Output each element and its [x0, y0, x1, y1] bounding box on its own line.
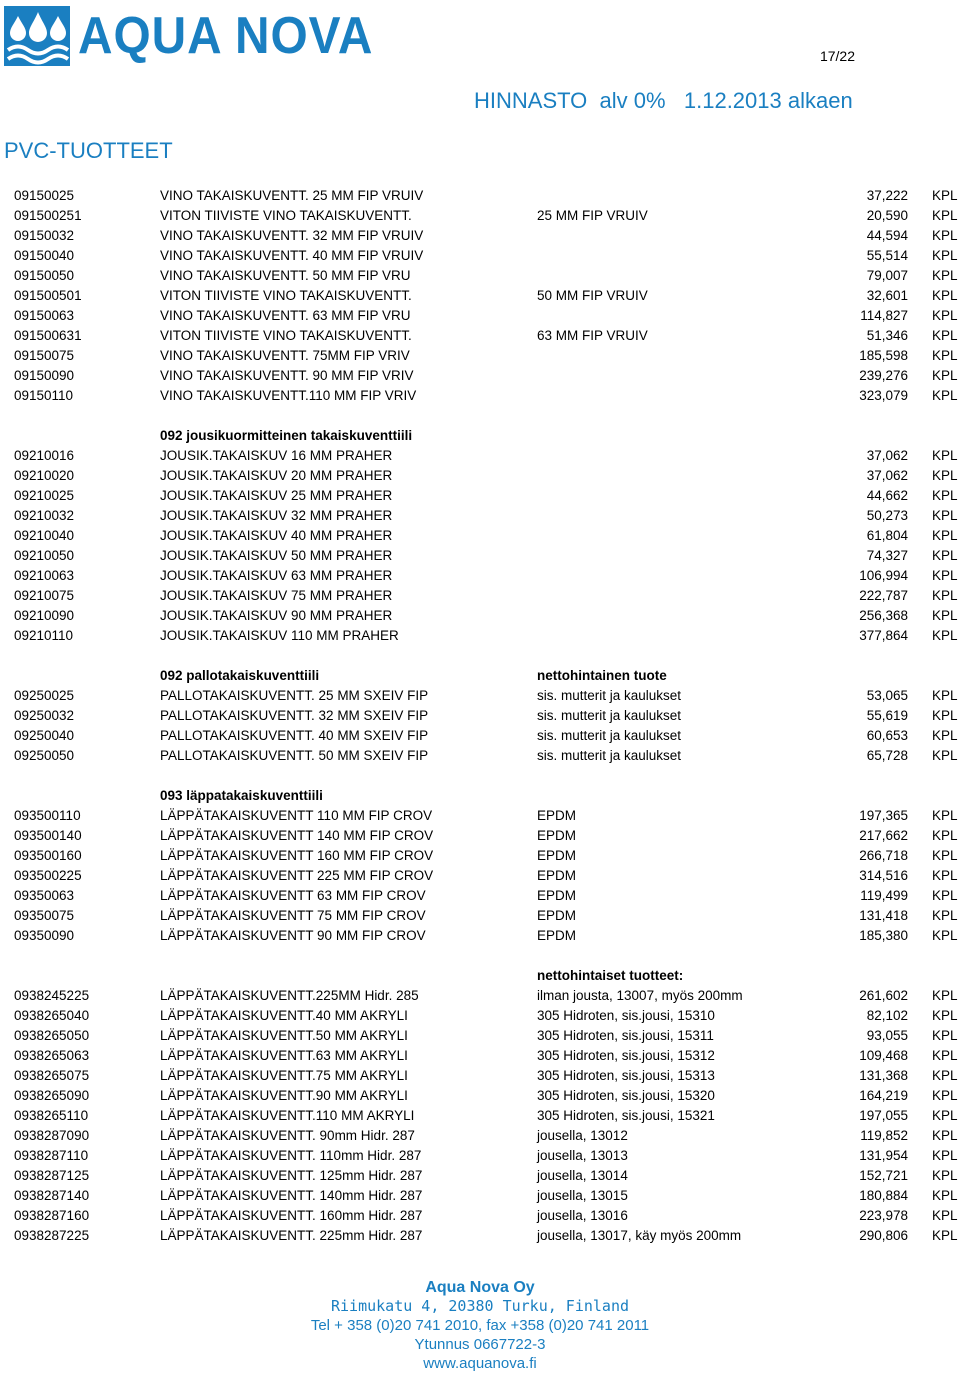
product-note: EPDM — [537, 868, 577, 883]
product-unit: KPL — [932, 928, 958, 943]
product-price: 314,516 — [859, 868, 908, 883]
product-price: 131,418 — [859, 908, 908, 923]
product-description: VITON TIIVISTE VINO TAKAISKUVENTT. — [160, 288, 412, 303]
product-unit: KPL — [932, 1108, 958, 1123]
table-row — [0, 1026, 960, 1046]
product-note: jousella, 13017, käy myös 200mm — [537, 1228, 742, 1243]
product-code: 09210025 — [14, 488, 75, 503]
product-code: 09150063 — [14, 308, 75, 323]
product-description: PALLOTAKAISKUVENTT. 32 MM SXEIV FIP — [160, 708, 429, 723]
product-unit: KPL — [932, 708, 958, 723]
product-note: ilman jousta, 13007, myös 200mm — [537, 988, 743, 1003]
footer-company: Aqua Nova Oy — [425, 1279, 535, 1296]
product-code: 093500110 — [14, 808, 81, 823]
product-price: 261,602 — [859, 988, 908, 1003]
product-description: VINO TAKAISKUVENTT. 50 MM FIP VRU — [160, 268, 411, 283]
section-header-row — [0, 786, 960, 806]
product-unit: KPL — [932, 388, 958, 403]
product-unit: KPL — [932, 828, 958, 843]
product-unit: KPL — [932, 448, 958, 463]
table-row — [0, 246, 960, 266]
product-price: 37,062 — [866, 448, 908, 463]
product-code: 093500140 — [14, 828, 82, 843]
product-description: JOUSIK.TAKAISKUV 16 MM PRAHER — [160, 448, 393, 463]
product-description: LÄPPÄTAKAISKUVENTT. 125mm Hidr. 287 — [160, 1168, 423, 1183]
product-code: 09350090 — [14, 928, 75, 943]
product-unit: KPL — [932, 1188, 958, 1203]
product-description: LÄPPÄTAKAISKUVENTT.110 MM AKRYLI — [160, 1108, 415, 1123]
product-code: 0938287125 — [14, 1168, 90, 1183]
table-row — [0, 586, 960, 606]
product-unit: KPL — [932, 848, 958, 863]
product-code: 09250025 — [14, 688, 75, 703]
product-price: 37,222 — [866, 188, 908, 203]
product-description: LÄPPÄTAKAISKUVENTT 225 MM FIP CROV — [160, 868, 434, 883]
section-header-row — [0, 966, 960, 986]
product-code: 0938287160 — [14, 1208, 90, 1223]
product-note: jousella, 13015 — [537, 1188, 628, 1203]
product-note: jousella, 13013 — [537, 1148, 628, 1163]
product-description: LÄPPÄTAKAISKUVENTT 75 MM FIP CROV — [160, 908, 426, 923]
product-note: 305 Hidroten, sis.jousi, 15310 — [537, 1008, 715, 1023]
product-unit: KPL — [932, 368, 958, 383]
table-row — [0, 206, 960, 226]
product-price: 55,619 — [866, 708, 908, 723]
product-price: 119,852 — [860, 1128, 908, 1143]
product-code: 0938265063 — [14, 1048, 90, 1063]
table-row — [0, 1146, 960, 1166]
product-code: 0938265050 — [14, 1028, 90, 1043]
table-row — [0, 386, 960, 406]
product-description: LÄPPÄTAKAISKUVENTT.90 MM AKRYLI — [160, 1088, 408, 1103]
product-unit: KPL — [932, 188, 958, 203]
product-unit: KPL — [932, 688, 958, 703]
product-code: 09150040 — [14, 248, 75, 263]
product-unit: KPL — [932, 248, 958, 263]
product-code: 09210040 — [14, 528, 75, 543]
product-unit: KPL — [932, 548, 958, 563]
table-row — [0, 506, 960, 526]
product-note: 50 MM FIP VRUIV — [537, 288, 648, 303]
product-description: PALLOTAKAISKUVENTT. 25 MM SXEIV FIP — [160, 688, 429, 703]
product-price: 109,468 — [859, 1048, 908, 1063]
product-price: 131,954 — [859, 1148, 908, 1163]
product-code: 0938287110 — [14, 1148, 89, 1163]
product-code: 0938265090 — [14, 1088, 90, 1103]
product-unit: KPL — [932, 1008, 958, 1023]
product-price: 185,598 — [859, 348, 908, 363]
table-row — [0, 986, 960, 1006]
product-price: 197,055 — [859, 1108, 908, 1123]
product-unit: KPL — [932, 888, 958, 903]
product-unit: KPL — [932, 1068, 958, 1083]
product-price: 217,662 — [859, 828, 908, 843]
product-price: 266,718 — [859, 848, 908, 863]
product-unit: KPL — [932, 1088, 958, 1103]
product-code: 09150025 — [14, 188, 75, 203]
product-description: LÄPPÄTAKAISKUVENTT.40 MM AKRYLI — [160, 1008, 408, 1023]
section-header-label: 093 läppatakaiskuventtiili — [160, 788, 323, 803]
table-row — [0, 566, 960, 586]
product-unit: KPL — [932, 308, 958, 323]
product-description: JOUSIK.TAKAISKUV 50 MM PRAHER — [160, 548, 393, 563]
product-unit: KPL — [932, 988, 958, 1003]
product-price: 152,721 — [859, 1168, 908, 1183]
product-description: LÄPPÄTAKAISKUVENTT. 140mm Hidr. 287 — [160, 1188, 423, 1203]
row-spacer — [0, 406, 960, 426]
product-description: JOUSIK.TAKAISKUV 32 MM PRAHER — [160, 508, 393, 523]
product-price: 93,055 — [866, 1028, 908, 1043]
product-price: 114,827 — [860, 308, 908, 323]
table-row — [0, 1166, 960, 1186]
product-unit: KPL — [932, 908, 958, 923]
product-description: LÄPPÄTAKAISKUVENTT 90 MM FIP CROV — [160, 928, 426, 943]
table-row — [0, 526, 960, 546]
product-code: 09150032 — [14, 228, 75, 243]
product-price: 79,007 — [866, 268, 908, 283]
product-note: jousella, 13012 — [537, 1128, 628, 1143]
product-price: 164,219 — [859, 1088, 908, 1103]
table-row — [0, 626, 960, 646]
product-price: 106,994 — [859, 568, 908, 583]
product-code: 09210063 — [14, 568, 75, 583]
product-code: 09210050 — [14, 548, 75, 563]
table-row — [0, 346, 960, 366]
product-price: 256,368 — [859, 608, 908, 623]
product-code: 093500225 — [14, 868, 82, 883]
product-note: sis. mutterit ja kaulukset — [537, 728, 682, 743]
product-description: JOUSIK.TAKAISKUV 25 MM PRAHER — [160, 488, 393, 503]
table-row — [0, 546, 960, 566]
table-row — [0, 846, 960, 866]
product-description: VINO TAKAISKUVENTT. 90 MM FIP VRIV — [160, 368, 414, 383]
product-description: VITON TIIVISTE VINO TAKAISKUVENTT. — [160, 208, 412, 223]
product-unit: KPL — [932, 1208, 958, 1223]
table-row — [0, 1106, 960, 1126]
table-row — [0, 326, 960, 346]
product-note: 305 Hidroten, sis.jousi, 15313 — [537, 1068, 715, 1083]
product-price: 44,594 — [866, 228, 908, 243]
table-row — [0, 1006, 960, 1026]
product-code: 091500251 — [14, 208, 82, 223]
product-note: EPDM — [537, 808, 577, 823]
section-title: PVC-TUOTTEET — [4, 138, 173, 163]
product-note: EPDM — [537, 908, 577, 923]
product-description: VINO TAKAISKUVENTT.110 MM FIP VRIV — [160, 388, 417, 403]
product-unit: KPL — [932, 1048, 958, 1063]
section-header-label: 092 pallotakaiskuventtiili — [160, 668, 320, 683]
section-header-note: nettohintaiset tuotteet: — [537, 968, 684, 983]
product-description: LÄPPÄTAKAISKUVENTT. 225mm Hidr. 287 — [160, 1228, 423, 1243]
product-code: 09210110 — [14, 628, 74, 643]
table-row — [0, 186, 960, 206]
product-code: 091500631 — [14, 328, 82, 343]
product-description: JOUSIK.TAKAISKUV 75 MM PRAHER — [160, 588, 393, 603]
product-description: LÄPPÄTAKAISKUVENTT. 160mm Hidr. 287 — [160, 1208, 423, 1223]
product-price: 32,601 — [866, 288, 908, 303]
table-row — [0, 306, 960, 326]
product-unit: KPL — [932, 508, 958, 523]
table-row — [0, 446, 960, 466]
product-price: 53,065 — [866, 688, 908, 703]
product-unit: KPL — [932, 228, 958, 243]
product-code: 0938287090 — [14, 1128, 90, 1143]
product-note: EPDM — [537, 928, 577, 943]
footer-business-id: Ytunnus 0667722-3 — [414, 1336, 546, 1353]
product-note: jousella, 13016 — [537, 1208, 628, 1223]
product-price: 82,102 — [866, 1008, 908, 1023]
product-unit: KPL — [932, 1168, 958, 1183]
product-price: 290,806 — [859, 1228, 908, 1243]
product-code: 09350075 — [14, 908, 75, 923]
product-code: 09210090 — [14, 608, 75, 623]
document-title: HINNASTO alv 0% 1.12.2013 alkaen — [474, 88, 853, 113]
table-row — [0, 1086, 960, 1106]
product-description: LÄPPÄTAKAISKUVENTT 63 MM FIP CROV — [160, 888, 426, 903]
product-code: 0938265075 — [14, 1068, 90, 1083]
product-description: VINO TAKAISKUVENTT. 32 MM FIP VRUIV — [160, 228, 424, 243]
product-code: 09250040 — [14, 728, 75, 743]
table-row — [0, 926, 960, 946]
table-row — [0, 1226, 960, 1246]
product-description: LÄPPÄTAKAISKUVENTT.63 MM AKRYLI — [160, 1048, 408, 1063]
product-price: 37,062 — [866, 468, 908, 483]
product-unit: KPL — [932, 608, 958, 623]
product-note: 305 Hidroten, sis.jousi, 15320 — [537, 1088, 715, 1103]
section-header-row — [0, 666, 960, 686]
product-unit: KPL — [932, 268, 958, 283]
product-price: 222,787 — [859, 588, 908, 603]
product-note: sis. mutterit ja kaulukset — [537, 708, 682, 723]
product-code: 09210075 — [14, 588, 75, 603]
product-code: 0938287225 — [14, 1228, 90, 1243]
product-code: 09210020 — [14, 468, 75, 483]
footer-website: www.aquanova.fi — [423, 1355, 537, 1372]
product-note: 305 Hidroten, sis.jousi, 15312 — [537, 1048, 715, 1063]
product-note: jousella, 13014 — [537, 1168, 628, 1183]
product-description: JOUSIK.TAKAISKUV 90 MM PRAHER — [160, 608, 393, 623]
product-unit: KPL — [932, 728, 958, 743]
product-description: JOUSIK.TAKAISKUV 63 MM PRAHER — [160, 568, 393, 583]
product-description: LÄPPÄTAKAISKUVENTT.50 MM AKRYLI — [160, 1028, 408, 1043]
product-code: 0938265040 — [14, 1008, 90, 1023]
product-code: 09210032 — [14, 508, 75, 523]
product-description: LÄPPÄTAKAISKUVENTT.225MM Hidr. 285 — [160, 988, 419, 1003]
product-price: 55,514 — [866, 248, 908, 263]
product-price: 239,276 — [859, 368, 908, 383]
product-price: 197,365 — [859, 808, 908, 823]
footer-address: Riimukatu 4, 20380 Turku, Finland — [330, 1297, 629, 1315]
table-row — [0, 686, 960, 706]
table-row — [0, 806, 960, 826]
product-unit: KPL — [932, 868, 958, 883]
product-description: VINO TAKAISKUVENTT. 40 MM FIP VRUIV — [160, 248, 424, 263]
product-unit: KPL — [932, 1028, 958, 1043]
product-description: PALLOTAKAISKUVENTT. 40 MM SXEIV FIP — [160, 728, 429, 743]
company-logo — [4, 6, 399, 66]
product-code: 09210016 — [14, 448, 75, 463]
table-row — [0, 1186, 960, 1206]
table-row — [0, 826, 960, 846]
table-row — [0, 1206, 960, 1226]
product-price: 377,864 — [859, 628, 908, 643]
section-header-label: 092 jousikuormitteinen takaiskuventtiili — [160, 428, 413, 443]
product-price: 119,499 — [860, 888, 908, 903]
table-row — [0, 286, 960, 306]
price-table — [0, 186, 960, 1246]
product-note: EPDM — [537, 888, 577, 903]
product-code: 09150090 — [14, 368, 75, 383]
product-price: 60,653 — [866, 728, 908, 743]
product-price: 51,346 — [866, 328, 908, 343]
product-code: 09250050 — [14, 748, 75, 763]
product-unit: KPL — [932, 628, 958, 643]
table-row — [0, 906, 960, 926]
product-code: 093500160 — [14, 848, 82, 863]
product-unit: KPL — [932, 488, 958, 503]
product-code: 0938245225 — [14, 988, 90, 1003]
product-description: LÄPPÄTAKAISKUVENTT. 90mm Hidr. 287 — [160, 1128, 415, 1143]
table-row — [0, 866, 960, 886]
product-description: LÄPPÄTAKAISKUVENTT 160 MM FIP CROV — [160, 848, 434, 863]
product-note: 305 Hidroten, sis.jousi, 15311 — [537, 1028, 714, 1043]
product-code: 09150050 — [14, 268, 75, 283]
row-spacer — [0, 646, 960, 666]
product-price: 20,590 — [866, 208, 908, 223]
product-description: LÄPPÄTAKAISKUVENTT 140 MM FIP CROV — [160, 828, 434, 843]
table-row — [0, 746, 960, 766]
product-unit: KPL — [932, 208, 958, 223]
product-price: 61,804 — [866, 528, 908, 543]
product-description: LÄPPÄTAKAISKUVENTT 110 MM FIP CROV — [160, 808, 433, 823]
product-price: 65,728 — [866, 748, 908, 763]
logo-text: AQUA NOVA — [78, 7, 374, 65]
page-number: 17/22 — [819, 48, 855, 64]
product-description: JOUSIK.TAKAISKUV 110 MM PRAHER — [160, 628, 399, 643]
product-code: 09350063 — [14, 888, 75, 903]
product-description: VINO TAKAISKUVENTT. 75MM FIP VRIV — [160, 348, 410, 363]
product-price: 74,327 — [866, 548, 908, 563]
row-spacer — [0, 766, 960, 786]
product-description: PALLOTAKAISKUVENTT. 50 MM SXEIV FIP — [160, 748, 429, 763]
product-code: 0938287140 — [14, 1188, 90, 1203]
product-code: 09250032 — [14, 708, 75, 723]
product-description: LÄPPÄTAKAISKUVENTT. 110mm Hidr. 287 — [160, 1148, 422, 1163]
section-header-note: nettohintainen tuote — [537, 668, 667, 683]
product-price: 131,368 — [859, 1068, 908, 1083]
row-spacer — [0, 946, 960, 966]
product-price: 185,380 — [859, 928, 908, 943]
product-price: 223,978 — [859, 1208, 908, 1223]
product-note: 305 Hidroten, sis.jousi, 15321 — [537, 1108, 715, 1123]
product-price: 44,662 — [866, 488, 908, 503]
product-unit: KPL — [932, 568, 958, 583]
product-description: VITON TIIVISTE VINO TAKAISKUVENTT. — [160, 328, 412, 343]
product-description: JOUSIK.TAKAISKUV 40 MM PRAHER — [160, 528, 393, 543]
product-unit: KPL — [932, 1128, 958, 1143]
section-header-row — [0, 426, 960, 446]
table-row — [0, 266, 960, 286]
product-note: sis. mutterit ja kaulukset — [537, 688, 682, 703]
footer-phone: Tel + 358 (0)20 741 2010, fax +358 (0)20 741 2011 — [310, 1317, 650, 1334]
product-description: LÄPPÄTAKAISKUVENTT.75 MM AKRYLI — [160, 1068, 408, 1083]
product-code: 09150110 — [14, 388, 74, 403]
product-unit: KPL — [932, 1228, 958, 1243]
product-unit: KPL — [932, 588, 958, 603]
product-code: 0938265110 — [14, 1108, 89, 1123]
product-note: EPDM — [537, 828, 577, 843]
table-row — [0, 1126, 960, 1146]
footer — [0, 1278, 960, 1373]
product-unit: KPL — [932, 468, 958, 483]
product-unit: KPL — [932, 348, 958, 363]
product-note: 63 MM FIP VRUIV — [537, 328, 648, 343]
product-unit: KPL — [932, 288, 958, 303]
product-unit: KPL — [932, 808, 958, 823]
table-row — [0, 606, 960, 626]
product-description: VINO TAKAISKUVENTT. 25 MM FIP VRUIV — [160, 188, 424, 203]
table-row — [0, 1066, 960, 1086]
product-price: 180,884 — [859, 1188, 908, 1203]
product-description: JOUSIK.TAKAISKUV 20 MM PRAHER — [160, 468, 393, 483]
product-code: 091500501 — [14, 288, 82, 303]
product-code: 09150075 — [14, 348, 75, 363]
product-note: 25 MM FIP VRUIV — [537, 208, 648, 223]
table-row — [0, 366, 960, 386]
table-row — [0, 726, 960, 746]
product-description: VINO TAKAISKUVENTT. 63 MM FIP VRU — [160, 308, 411, 323]
product-unit: KPL — [932, 748, 958, 763]
water-drops-icon — [4, 6, 70, 66]
product-price: 323,079 — [859, 388, 908, 403]
product-note: sis. mutterit ja kaulukset — [537, 748, 682, 763]
table-row — [0, 226, 960, 246]
table-row — [0, 1046, 960, 1066]
table-row — [0, 706, 960, 726]
table-row — [0, 486, 960, 506]
product-unit: KPL — [932, 528, 958, 543]
table-row — [0, 466, 960, 486]
product-price: 50,273 — [866, 508, 908, 523]
table-row — [0, 886, 960, 906]
product-note: EPDM — [537, 848, 577, 863]
product-unit: KPL — [932, 328, 958, 343]
product-unit: KPL — [932, 1148, 958, 1163]
